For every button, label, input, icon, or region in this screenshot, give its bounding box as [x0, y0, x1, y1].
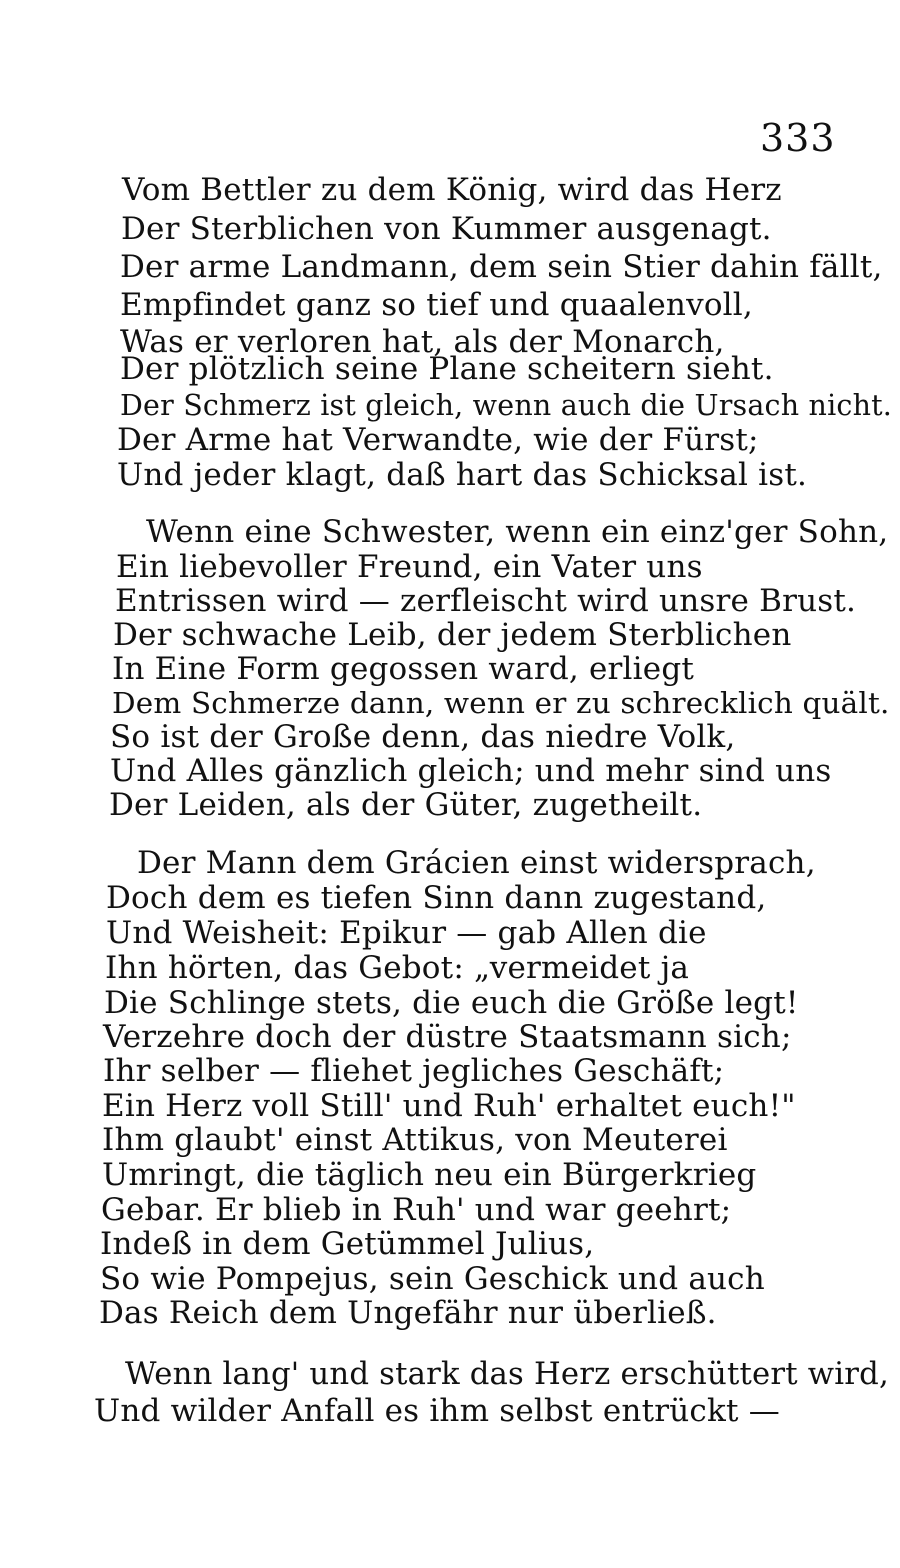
verse-line: So ist der Große denn, das niedre Volk, [110, 719, 736, 755]
verse-line: Der arme Landmann, dem sein Stier dahin fällt, [120, 249, 883, 285]
verse-line: Indeß in dem Getümmel Julius, [100, 1226, 595, 1262]
verse-line: Der Sterblichen von Kummer ausgenagt. [121, 211, 772, 247]
verse-line: Ein Herz voll Still' und Ruh' erhaltet euch!" [102, 1088, 796, 1124]
verse-line: Der Arme hat Verwandte, wie der Fürst; [117, 422, 759, 458]
verse-line: Der Leiden, als der Güter, zugetheilt. [109, 787, 703, 823]
verse-line: Ihr selber — fliehet jegliches Geschäft; [103, 1053, 725, 1089]
verse-line: Wenn eine Schwester, wenn ein einz'ger Sohn, [146, 514, 889, 550]
verse-line: Gebar. Er blieb in Ruh' und war geehrt; [101, 1192, 732, 1228]
verse-line: Ihm glaubt' einst Attikus, von Meuterei [102, 1122, 728, 1158]
verse-line: Ihn hörten, das Gebot: „vermeidet ja [105, 950, 690, 986]
verse-line: Vom Bettler zu dem König, wird das Herz [122, 172, 782, 208]
verse-line: Wenn lang' und stark das Herz erschüttert wird, [125, 1357, 889, 1392]
verse-line: Verzehre doch der düstre Staatsmann sich; [103, 1019, 792, 1055]
verse-line: Der Schmerz ist gleich, wenn auch die Ursach nicht. [120, 389, 893, 422]
verse-line: Doch dem es tiefen Sinn dann zugestand, [106, 880, 767, 916]
verse-line: Und Alles gänzlich gleich; und mehr sind uns [110, 753, 832, 789]
verse-line: Der plötzlich seine Plane scheitern sieht. [120, 351, 774, 387]
verse-line: So wie Pompejus, sein Geschick und auch [100, 1261, 765, 1297]
verse-line: In Eine Form gegossen ward, erliegt [112, 651, 695, 687]
verse-line: Ein liebevoller Freund, ein Vater uns [116, 549, 703, 585]
verse-line: Was er verloren hat, als der Monarch, [120, 324, 725, 360]
verse-line: Entrissen wird — zerfleischt wird unsre Brust. [115, 583, 857, 619]
verse-line: Und jeder klagt, daß hart das Schicksal ist. [117, 457, 808, 493]
verse-line: Der schwache Leib, der jedem Sterblichen [113, 617, 792, 653]
page-number: 333 [760, 116, 836, 160]
verse-line: Der Mann dem Grácien einst widersprach, [137, 845, 816, 881]
verse-line: Das Reich dem Ungefähr nur überließ. [99, 1295, 717, 1331]
verse-line: Dem Schmerze dann, wenn er zu schrecklich quält. [112, 686, 890, 720]
verse-line: Und Weisheit: Epikur — gab Allen die [106, 915, 707, 951]
verse-line: Empfindet ganz so tief und quaalenvoll, [120, 287, 753, 323]
verse-line: Und wilder Anfall es ihm selbst entrückt — [94, 1393, 780, 1429]
verse-line: Umringt, die täglich neu ein Bürgerkrieg [102, 1157, 757, 1193]
verse-line: Die Schlinge stets, die euch die Größe legt! [104, 985, 799, 1021]
